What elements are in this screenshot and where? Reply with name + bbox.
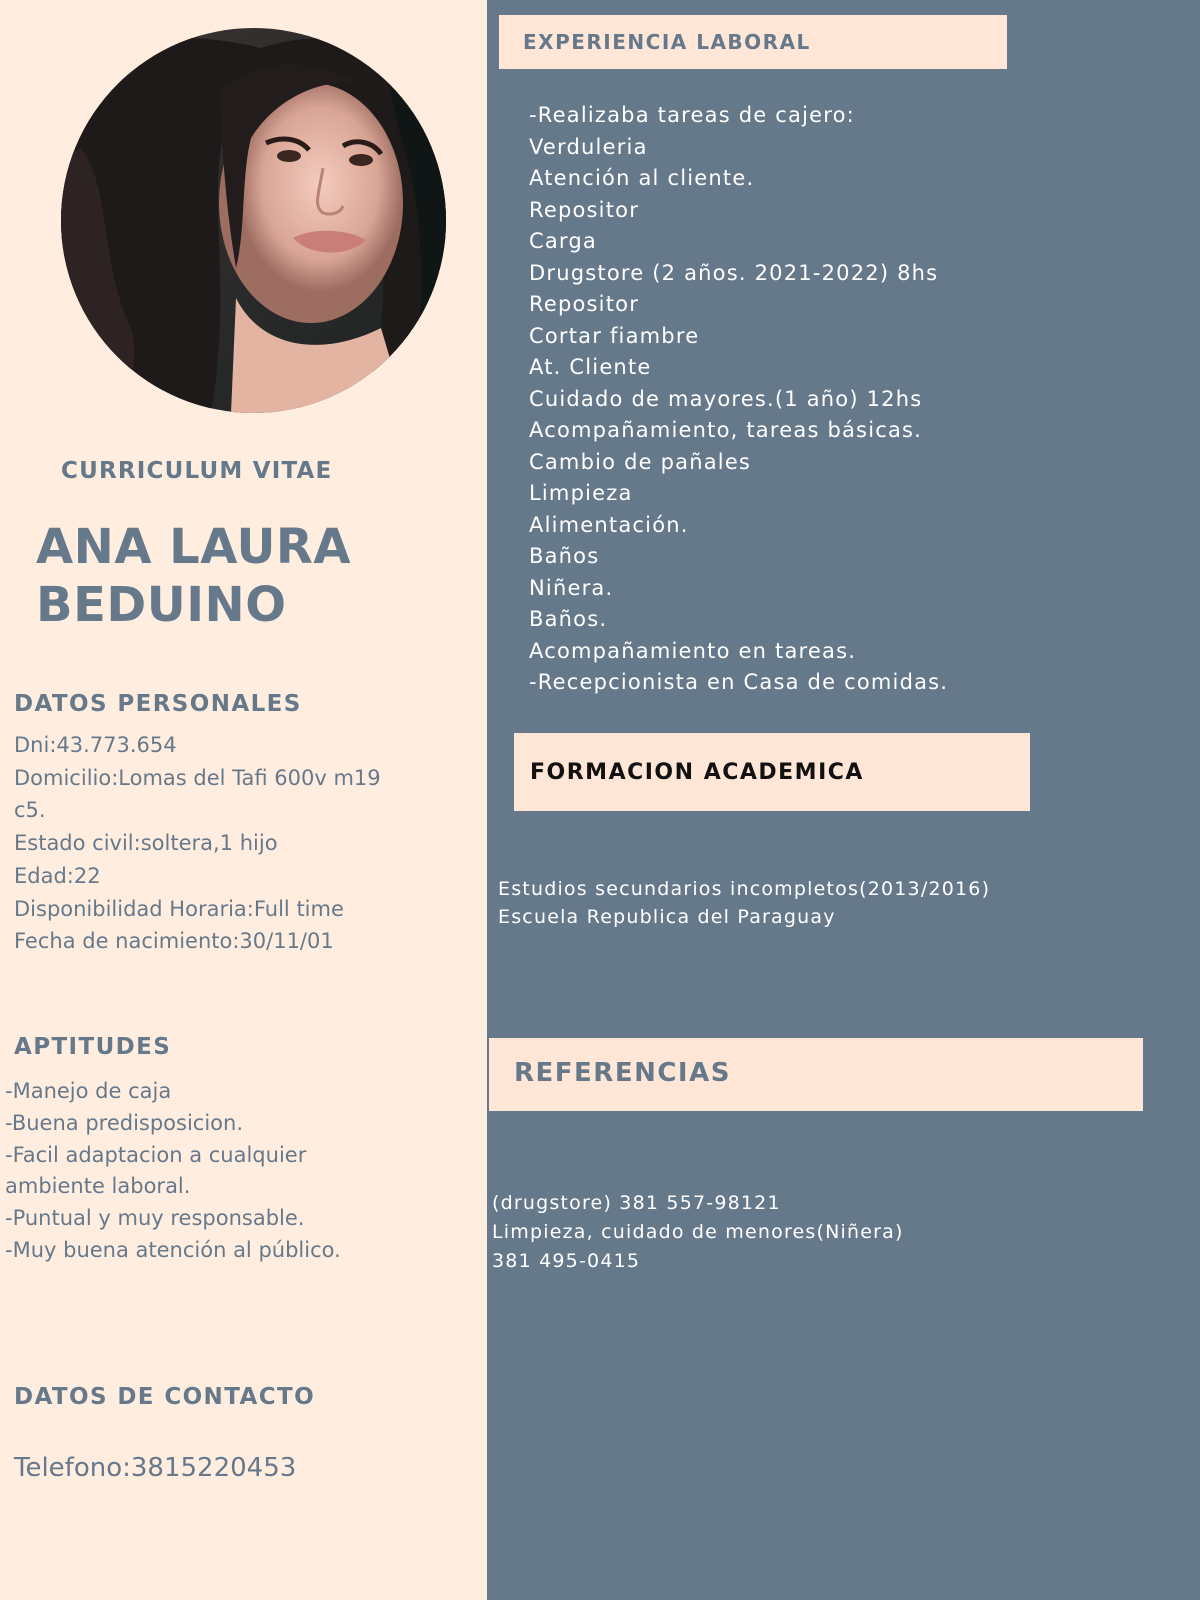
experience-line: Cambio de pañales	[529, 449, 752, 474]
personal-data-line: Dni:43.773.654	[14, 733, 177, 757]
skill-line: -Facil adaptacion a cualquier	[5, 1142, 307, 1167]
full-name	[36, 518, 351, 634]
experience-line: Alimentación.	[529, 512, 689, 537]
personal-data-line: Estado civil:soltera,1 hijo	[14, 831, 278, 856]
skill-line: -Manejo de caja	[5, 1079, 172, 1103]
personal-data-line: Fecha de nacimiento:30/11/01	[14, 929, 334, 954]
education-list	[498, 875, 990, 931]
skills-heading: APTITUDES	[14, 1034, 172, 1060]
skills-list	[5, 1076, 475, 1267]
left-column	[0, 0, 487, 1600]
personal-data-line: Edad:22	[14, 863, 101, 888]
experience-line: At. Cliente	[529, 355, 652, 379]
name-line-2: BEDUINO	[36, 577, 287, 633]
reference-line: 381 495-0415	[492, 1250, 641, 1272]
experience-line: Atención al cliente.	[529, 166, 755, 190]
education-header-box	[514, 733, 1030, 811]
profile-photo	[61, 28, 446, 413]
personal-data-line: Domicilio:Lomas del Tafi 600v m19	[14, 765, 381, 790]
experience-header-box	[499, 15, 1007, 69]
skill-line: -Buena predisposicion.	[5, 1110, 244, 1135]
experience-line: Repositor	[529, 292, 640, 316]
contact-heading: DATOS DE CONTACTO	[14, 1384, 316, 1410]
references-heading: REFERENCIAS	[514, 1058, 731, 1088]
experience-line: Verduleria	[529, 134, 648, 159]
experience-line: Acompañamiento, tareas básicas.	[529, 418, 923, 442]
experience-line: Limpieza	[529, 481, 633, 505]
experience-line: Acompañamiento en tareas.	[529, 638, 857, 663]
personal-data-line: Disponibilidad Horaria:Full time	[14, 896, 344, 921]
personal-data-line: c5.	[14, 798, 46, 823]
experience-line: Cortar fiambre	[529, 323, 700, 348]
name-line-1: ANA LAURA	[36, 519, 352, 575]
references-list	[492, 1189, 904, 1276]
experience-line: -Realizaba tareas de cajero:	[529, 103, 855, 127]
personal-data-list	[14, 729, 484, 958]
skill-line: -Puntual y muy responsable.	[5, 1206, 305, 1231]
experience-list	[529, 100, 948, 699]
experience-line: Repositor	[529, 197, 640, 222]
experience-line: -Recepcionista en Casa de comidas.	[529, 670, 949, 694]
experience-heading: EXPERIENCIA LABORAL	[523, 30, 811, 54]
references-header-box	[489, 1038, 1143, 1111]
experience-line: Niñera.	[529, 575, 614, 600]
skill-line: ambiente laboral.	[5, 1174, 191, 1199]
skill-line: -Muy buena atención al público.	[5, 1237, 341, 1262]
profile-photo-illustration	[61, 28, 446, 413]
reference-line: (drugstore) 381 557-98121	[492, 1192, 781, 1214]
experience-line: Drugstore (2 años. 2021-2022) 8hs	[529, 260, 939, 285]
experience-line: Baños	[529, 544, 600, 568]
education-line: Estudios secundarios incompletos(2013/2016)	[498, 878, 991, 900]
experience-line: Carga	[529, 229, 597, 253]
experience-line: Baños.	[529, 607, 608, 631]
contact-phone: Telefono:3815220453	[14, 1453, 297, 1483]
cv-label: CURRICULUM VITAE	[61, 458, 333, 484]
reference-line: Limpieza, cuidado de menores(Niñera)	[492, 1221, 904, 1243]
personal-data-heading: DATOS PERSONALES	[14, 691, 302, 717]
education-heading: FORMACION ACADEMICA	[530, 760, 864, 785]
experience-line: Cuidado de mayores.(1 año) 12hs	[529, 386, 923, 411]
education-line: Escuela Republica del Paraguay	[498, 906, 836, 928]
